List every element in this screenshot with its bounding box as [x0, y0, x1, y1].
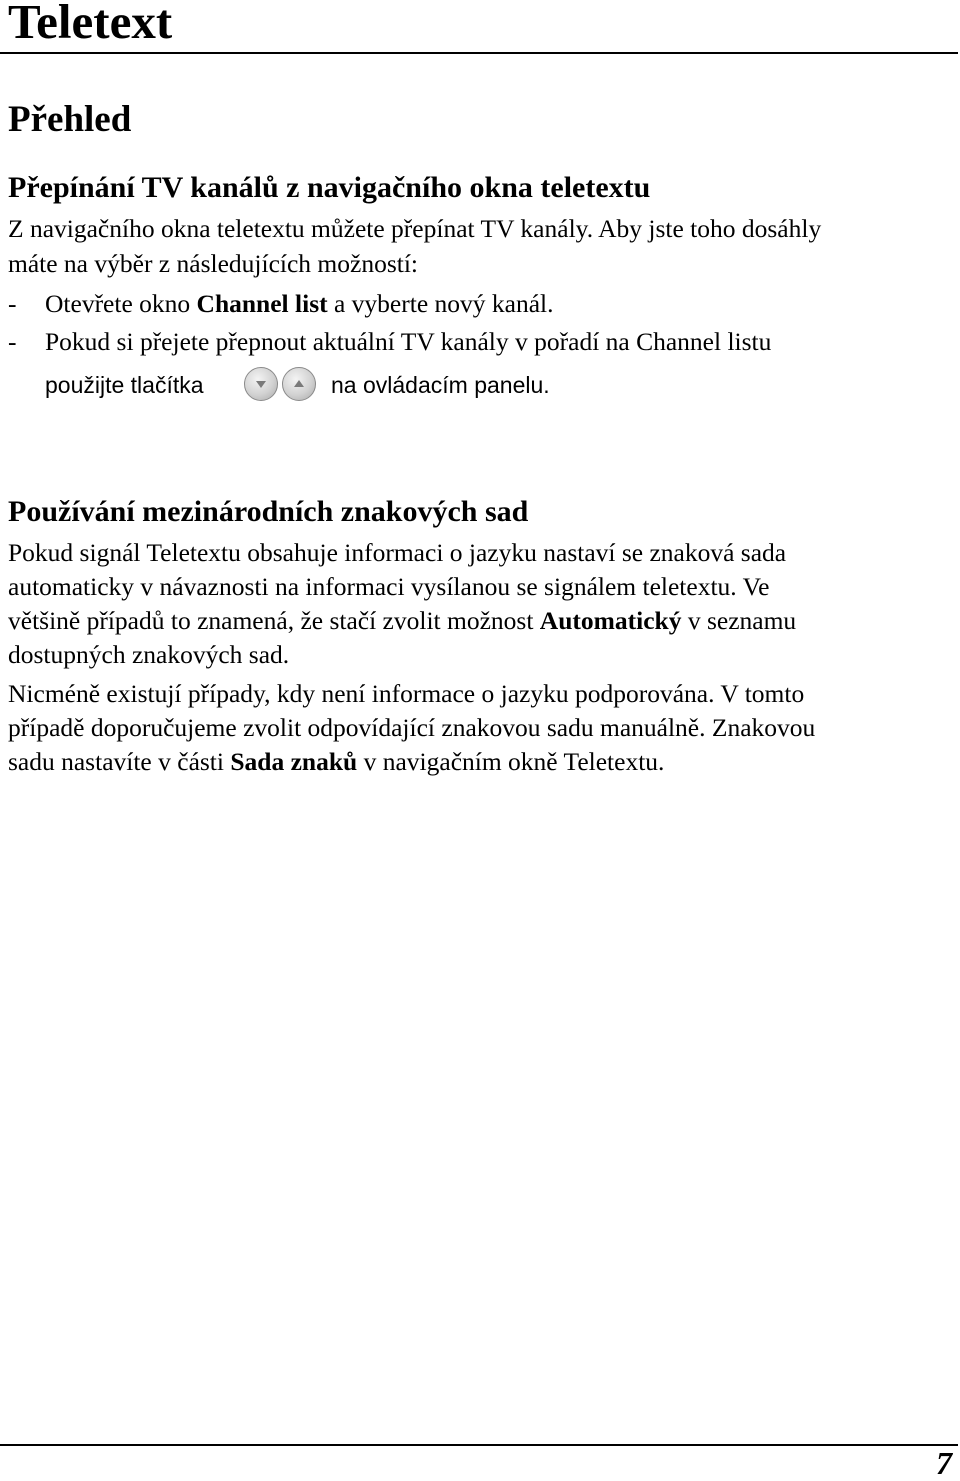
paragraph-text: v seznamu: [681, 606, 797, 635]
list-dash: -: [8, 289, 17, 318]
channel-list-term: Channel list: [196, 289, 328, 318]
title-divider: [0, 52, 958, 54]
option-channel-list: [8, 289, 554, 319]
page-number: 7: [936, 1445, 952, 1481]
channel-switch-heading: Přepínání TV kanálů z navigačního okna teletextu: [8, 171, 651, 204]
automatic-option-term: Automatický: [539, 606, 682, 635]
page-title: Teletext: [8, 0, 173, 49]
option-switch-buttons-text: použijte tlačítka: [45, 372, 204, 398]
option-text: a vyberte nový kanál.: [327, 289, 554, 318]
footer-divider: [0, 1444, 958, 1446]
charsets-paragraph-line: Pokud signál Teletextu obsahuje informaci o jazyku nastaví se znaková sada: [8, 538, 787, 567]
option-text: Otevřete okno: [45, 289, 197, 318]
paragraph-text: sadu nastavíte v části: [8, 747, 231, 776]
option-switch-panel-text: na ovládacím panelu.: [331, 372, 550, 398]
paragraph-text: v navigačním okně Teletextu.: [357, 747, 665, 776]
charsets-paragraph-line: případě doporučujeme zvolit odpovídající znakovou sadu manuálně. Znakovou: [8, 713, 816, 742]
charsets-paragraph-line: [8, 606, 796, 636]
channel-switch-intro-line: Z navigačního okna teletextu můžete přepínat TV kanály. Aby jste toho dosáhly: [8, 214, 822, 243]
list-dash: -: [8, 327, 17, 356]
channel-switch-intro-line: máte na výběr z následujících možností:: [8, 249, 418, 278]
control-panel-buttons: [244, 366, 324, 402]
option-text: Pokud si přejete přepnout aktuální TV kanály v pořadí na Channel listu: [45, 327, 772, 356]
paragraph-text: většině případů to znamená, že stačí zvolit možnost: [8, 606, 540, 635]
channel-up-button[interactable]: [282, 367, 316, 401]
channel-down-button[interactable]: [244, 367, 278, 401]
section-heading: Přehled: [8, 99, 132, 140]
arrow-up-icon: [292, 378, 306, 390]
charsets-paragraph-line: Nicméně existují případy, kdy není informace o jazyku podporována. V tomto: [8, 679, 805, 708]
charsets-paragraph-line: dostupných znakových sad.: [8, 640, 290, 669]
charset-section-term: Sada znaků: [230, 747, 358, 776]
option-switch-order: [8, 327, 771, 357]
charsets-heading: Používání mezinárodních znakových sad: [8, 495, 529, 528]
arrow-down-icon: [254, 378, 268, 390]
charsets-paragraph-line: [8, 747, 664, 777]
charsets-paragraph-line: automaticky v návaznosti na informaci vysílanou se signálem teletextu. Ve: [8, 572, 770, 601]
